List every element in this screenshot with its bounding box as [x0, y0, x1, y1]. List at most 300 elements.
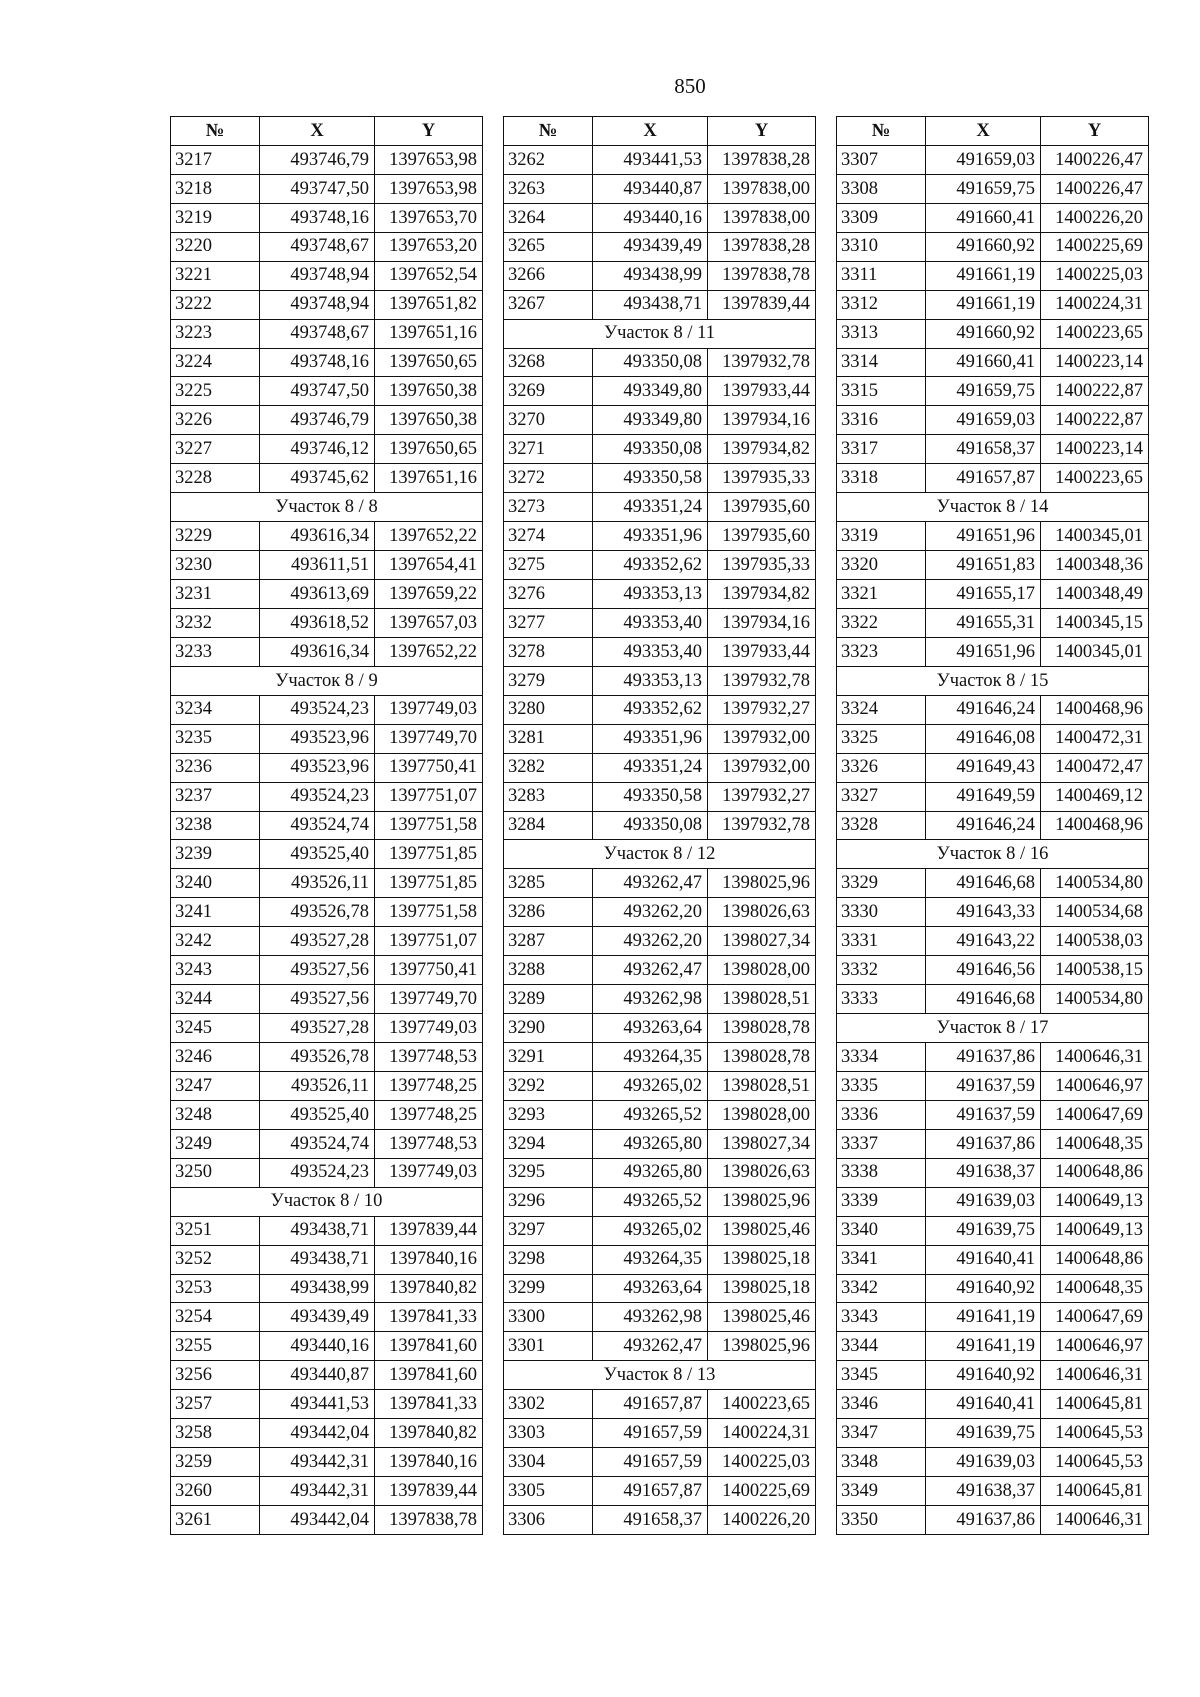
y-coordinate-cell: 1400534,68 — [1041, 898, 1149, 927]
y-coordinate-cell: 1397840,82 — [375, 1419, 483, 1448]
table-row — [171, 377, 483, 406]
section-title: Участок 8 / 11 — [504, 319, 816, 348]
y-coordinate-cell: 1397748,25 — [375, 1100, 483, 1129]
y-coordinate-cell: 1400645,81 — [1041, 1477, 1149, 1506]
table-row — [171, 232, 483, 261]
x-coordinate-cell: 493265,52 — [593, 1100, 708, 1129]
point-number-cell: 3236 — [171, 753, 260, 782]
point-number-cell: 3266 — [504, 261, 593, 290]
point-number-cell: 3226 — [171, 406, 260, 435]
x-coordinate-cell: 493351,24 — [593, 753, 708, 782]
header-number: № — [504, 117, 593, 146]
x-coordinate-cell: 493525,40 — [260, 1100, 375, 1129]
table-header-row — [837, 117, 1149, 146]
x-coordinate-cell: 493526,11 — [260, 869, 375, 898]
point-number-cell: 3280 — [504, 695, 593, 724]
y-coordinate-cell: 1397934,82 — [708, 435, 816, 464]
y-coordinate-cell: 1397841,60 — [375, 1361, 483, 1390]
x-coordinate-cell: 493745,62 — [260, 464, 375, 493]
table-row — [171, 580, 483, 609]
table-row — [171, 811, 483, 840]
x-coordinate-cell: 491637,59 — [926, 1100, 1041, 1129]
x-coordinate-cell: 493525,40 — [260, 840, 375, 869]
x-coordinate-cell: 491659,03 — [926, 406, 1041, 435]
point-number-cell: 3345 — [837, 1361, 926, 1390]
x-coordinate-cell: 491655,17 — [926, 580, 1041, 609]
table-row — [504, 666, 816, 695]
point-number-cell: 3272 — [504, 464, 593, 493]
point-number-cell: 3330 — [837, 898, 926, 927]
table-row — [171, 551, 483, 580]
table-row — [837, 1506, 1149, 1535]
table-row — [504, 1390, 816, 1419]
point-number-cell: 3290 — [504, 1014, 593, 1043]
point-number-cell: 3301 — [504, 1332, 593, 1361]
x-coordinate-cell: 493748,67 — [260, 232, 375, 261]
point-number-cell: 3271 — [504, 435, 593, 464]
x-coordinate-cell: 491659,03 — [926, 145, 1041, 174]
point-number-cell: 3295 — [504, 1158, 593, 1187]
point-number-cell: 3304 — [504, 1448, 593, 1477]
table-row — [504, 406, 816, 435]
table-row — [504, 145, 816, 174]
point-number-cell: 3339 — [837, 1187, 926, 1216]
table-row — [504, 203, 816, 232]
table-row — [171, 174, 483, 203]
y-coordinate-cell: 1398025,46 — [708, 1303, 816, 1332]
table-row — [504, 493, 816, 522]
section-row — [837, 666, 1149, 695]
x-coordinate-cell: 491649,59 — [926, 782, 1041, 811]
point-number-cell: 3350 — [837, 1506, 926, 1535]
y-coordinate-cell: 1400345,15 — [1041, 608, 1149, 637]
table-row — [837, 348, 1149, 377]
x-coordinate-cell: 493438,99 — [593, 261, 708, 290]
point-number-cell: 3306 — [504, 1506, 593, 1535]
x-coordinate-cell: 491657,87 — [593, 1390, 708, 1419]
table-row — [171, 637, 483, 666]
point-number-cell: 3235 — [171, 724, 260, 753]
y-coordinate-cell: 1397651,16 — [375, 319, 483, 348]
point-number-cell: 3227 — [171, 435, 260, 464]
table-row — [171, 348, 483, 377]
table-row — [171, 522, 483, 551]
y-coordinate-cell: 1397650,65 — [375, 348, 483, 377]
y-coordinate-cell: 1397935,60 — [708, 493, 816, 522]
y-coordinate-cell: 1397932,78 — [708, 811, 816, 840]
x-coordinate-cell: 493265,52 — [593, 1187, 708, 1216]
point-number-cell: 3291 — [504, 1043, 593, 1072]
table-row — [837, 1448, 1149, 1477]
point-number-cell: 3322 — [837, 608, 926, 637]
point-number-cell: 3338 — [837, 1158, 926, 1187]
x-coordinate-cell: 493618,52 — [260, 608, 375, 637]
point-number-cell: 3285 — [504, 869, 593, 898]
x-coordinate-cell: 493440,16 — [260, 1332, 375, 1361]
y-coordinate-cell: 1397932,00 — [708, 753, 816, 782]
y-coordinate-cell: 1400648,35 — [1041, 1274, 1149, 1303]
table-row — [171, 290, 483, 319]
y-coordinate-cell: 1397748,53 — [375, 1043, 483, 1072]
table-row — [171, 203, 483, 232]
point-number-cell: 3265 — [504, 232, 593, 261]
point-number-cell: 3238 — [171, 811, 260, 840]
section-title: Участок 8 / 9 — [171, 666, 483, 695]
table-row — [171, 1332, 483, 1361]
x-coordinate-cell: 493439,49 — [593, 232, 708, 261]
x-coordinate-cell: 493616,34 — [260, 637, 375, 666]
table-row — [837, 377, 1149, 406]
point-number-cell: 3218 — [171, 174, 260, 203]
x-coordinate-cell: 493349,80 — [593, 406, 708, 435]
table-row — [504, 1014, 816, 1043]
section-title: Участок 8 / 13 — [504, 1361, 816, 1390]
table-row — [171, 956, 483, 985]
x-coordinate-cell: 493265,02 — [593, 1216, 708, 1245]
y-coordinate-cell: 1400468,96 — [1041, 811, 1149, 840]
point-number-cell: 3254 — [171, 1303, 260, 1332]
coordinate-table-1 — [170, 116, 483, 1535]
section-title: Участок 8 / 12 — [504, 840, 816, 869]
point-number-cell: 3346 — [837, 1390, 926, 1419]
point-number-cell: 3331 — [837, 927, 926, 956]
x-coordinate-cell: 493264,35 — [593, 1043, 708, 1072]
x-coordinate-cell: 491646,56 — [926, 956, 1041, 985]
y-coordinate-cell: 1397932,78 — [708, 666, 816, 695]
y-coordinate-cell: 1400345,01 — [1041, 522, 1149, 551]
y-coordinate-cell: 1400538,03 — [1041, 927, 1149, 956]
x-coordinate-cell: 493350,58 — [593, 782, 708, 811]
table-row — [837, 1071, 1149, 1100]
x-coordinate-cell: 491661,19 — [926, 290, 1041, 319]
point-number-cell: 3221 — [171, 261, 260, 290]
point-number-cell: 3300 — [504, 1303, 593, 1332]
point-number-cell: 3234 — [171, 695, 260, 724]
x-coordinate-cell: 491658,37 — [593, 1506, 708, 1535]
y-coordinate-cell: 1397651,16 — [375, 464, 483, 493]
y-coordinate-cell: 1397751,58 — [375, 898, 483, 927]
point-number-cell: 3336 — [837, 1100, 926, 1129]
point-number-cell: 3233 — [171, 637, 260, 666]
point-number-cell: 3299 — [504, 1274, 593, 1303]
point-number-cell: 3344 — [837, 1332, 926, 1361]
table-row — [837, 695, 1149, 724]
x-coordinate-cell: 493265,80 — [593, 1158, 708, 1187]
y-coordinate-cell: 1397932,78 — [708, 348, 816, 377]
y-coordinate-cell: 1397841,33 — [375, 1390, 483, 1419]
section-row — [504, 319, 816, 348]
y-coordinate-cell: 1400646,31 — [1041, 1043, 1149, 1072]
table-row — [837, 580, 1149, 609]
point-number-cell: 3342 — [837, 1274, 926, 1303]
y-coordinate-cell: 1397650,38 — [375, 406, 483, 435]
point-number-cell: 3308 — [837, 174, 926, 203]
x-coordinate-cell: 493441,53 — [593, 145, 708, 174]
y-coordinate-cell: 1400223,65 — [1041, 464, 1149, 493]
y-coordinate-cell: 1397749,70 — [375, 724, 483, 753]
section-row — [837, 493, 1149, 522]
point-number-cell: 3319 — [837, 522, 926, 551]
x-coordinate-cell: 491657,87 — [593, 1477, 708, 1506]
table-row — [504, 956, 816, 985]
point-number-cell: 3246 — [171, 1043, 260, 1072]
x-coordinate-cell: 491658,37 — [926, 435, 1041, 464]
table-row — [837, 869, 1149, 898]
y-coordinate-cell: 1397659,22 — [375, 580, 483, 609]
y-coordinate-cell: 1400646,31 — [1041, 1361, 1149, 1390]
point-number-cell: 3287 — [504, 927, 593, 956]
y-coordinate-cell: 1397840,82 — [375, 1274, 483, 1303]
point-number-cell: 3297 — [504, 1216, 593, 1245]
y-coordinate-cell: 1400223,14 — [1041, 435, 1149, 464]
point-number-cell: 3333 — [837, 985, 926, 1014]
point-number-cell: 3239 — [171, 840, 260, 869]
table-row — [171, 1448, 483, 1477]
point-number-cell: 3240 — [171, 869, 260, 898]
x-coordinate-cell: 493613,69 — [260, 580, 375, 609]
point-number-cell: 3292 — [504, 1071, 593, 1100]
y-coordinate-cell: 1398025,96 — [708, 1332, 816, 1361]
y-coordinate-cell: 1397748,53 — [375, 1129, 483, 1158]
y-coordinate-cell: 1398025,18 — [708, 1274, 816, 1303]
table-row — [171, 927, 483, 956]
x-coordinate-cell: 493748,16 — [260, 203, 375, 232]
point-number-cell: 3321 — [837, 580, 926, 609]
x-coordinate-cell: 493442,04 — [260, 1506, 375, 1535]
table-row — [504, 1419, 816, 1448]
point-number-cell: 3262 — [504, 145, 593, 174]
x-coordinate-cell: 493262,47 — [593, 869, 708, 898]
y-coordinate-cell: 1397932,27 — [708, 695, 816, 724]
y-coordinate-cell: 1397751,58 — [375, 811, 483, 840]
x-coordinate-cell: 493526,78 — [260, 898, 375, 927]
point-number-cell: 3335 — [837, 1071, 926, 1100]
y-coordinate-cell: 1400223,65 — [1041, 319, 1149, 348]
point-number-cell: 3314 — [837, 348, 926, 377]
table-row — [504, 551, 816, 580]
table-row — [171, 1158, 483, 1187]
y-coordinate-cell: 1398026,63 — [708, 898, 816, 927]
point-number-cell: 3252 — [171, 1245, 260, 1274]
point-number-cell: 3224 — [171, 348, 260, 377]
table-row — [504, 1071, 816, 1100]
x-coordinate-cell: 491655,31 — [926, 608, 1041, 637]
y-coordinate-cell: 1398028,00 — [708, 1100, 816, 1129]
point-number-cell: 3244 — [171, 985, 260, 1014]
y-coordinate-cell: 1397653,98 — [375, 174, 483, 203]
x-coordinate-cell: 493524,23 — [260, 695, 375, 724]
x-coordinate-cell: 491640,92 — [926, 1274, 1041, 1303]
y-coordinate-cell: 1397653,70 — [375, 203, 483, 232]
point-number-cell: 3317 — [837, 435, 926, 464]
x-coordinate-cell: 493527,56 — [260, 985, 375, 1014]
x-coordinate-cell: 493263,64 — [593, 1274, 708, 1303]
point-number-cell: 3274 — [504, 522, 593, 551]
section-row — [504, 840, 816, 869]
table-row — [504, 1332, 816, 1361]
y-coordinate-cell: 1400348,36 — [1041, 551, 1149, 580]
x-coordinate-cell: 493351,96 — [593, 522, 708, 551]
x-coordinate-cell: 491651,96 — [926, 522, 1041, 551]
section-row — [837, 1014, 1149, 1043]
y-coordinate-cell: 1400226,47 — [1041, 145, 1149, 174]
y-coordinate-cell: 1397840,16 — [375, 1245, 483, 1274]
table-row — [504, 377, 816, 406]
section-row — [171, 666, 483, 695]
point-number-cell: 3312 — [837, 290, 926, 319]
point-number-cell: 3228 — [171, 464, 260, 493]
y-coordinate-cell: 1397838,00 — [708, 203, 816, 232]
x-coordinate-cell: 493524,74 — [260, 1129, 375, 1158]
y-coordinate-cell: 1397838,28 — [708, 145, 816, 174]
table-row — [504, 232, 816, 261]
x-coordinate-cell: 493265,80 — [593, 1129, 708, 1158]
table-row — [171, 435, 483, 464]
y-coordinate-cell: 1400648,86 — [1041, 1158, 1149, 1187]
y-coordinate-cell: 1400645,53 — [1041, 1419, 1149, 1448]
y-coordinate-cell: 1397748,25 — [375, 1071, 483, 1100]
x-coordinate-cell: 493264,35 — [593, 1245, 708, 1274]
y-coordinate-cell: 1400646,97 — [1041, 1332, 1149, 1361]
y-coordinate-cell: 1397653,20 — [375, 232, 483, 261]
x-coordinate-cell: 491641,19 — [926, 1303, 1041, 1332]
table-row — [504, 608, 816, 637]
table-row — [504, 869, 816, 898]
table-row — [171, 1477, 483, 1506]
x-coordinate-cell: 493350,08 — [593, 348, 708, 377]
x-coordinate-cell: 493527,28 — [260, 927, 375, 956]
x-coordinate-cell: 493439,49 — [260, 1303, 375, 1332]
x-coordinate-cell: 493353,13 — [593, 666, 708, 695]
x-coordinate-cell: 493746,79 — [260, 145, 375, 174]
point-number-cell: 3328 — [837, 811, 926, 840]
table-row — [171, 1216, 483, 1245]
point-number-cell: 3302 — [504, 1390, 593, 1419]
table-row — [171, 1506, 483, 1535]
point-number-cell: 3225 — [171, 377, 260, 406]
x-coordinate-cell: 491638,37 — [926, 1477, 1041, 1506]
table-row — [504, 1506, 816, 1535]
section-row — [171, 493, 483, 522]
point-number-cell: 3276 — [504, 580, 593, 609]
point-number-cell: 3281 — [504, 724, 593, 753]
x-coordinate-cell: 493438,71 — [260, 1245, 375, 1274]
y-coordinate-cell: 1397751,07 — [375, 782, 483, 811]
y-coordinate-cell: 1397838,78 — [708, 261, 816, 290]
table-row — [837, 203, 1149, 232]
table-row — [504, 811, 816, 840]
coordinate-table-2 — [503, 116, 816, 1535]
y-coordinate-cell: 1397841,60 — [375, 1332, 483, 1361]
table-row — [504, 1158, 816, 1187]
table-row — [837, 1187, 1149, 1216]
table-row — [504, 348, 816, 377]
table-row — [171, 1419, 483, 1448]
x-coordinate-cell: 493524,23 — [260, 1158, 375, 1187]
table-row — [171, 898, 483, 927]
table-row — [837, 1216, 1149, 1245]
table-row — [171, 406, 483, 435]
y-coordinate-cell: 1400534,80 — [1041, 985, 1149, 1014]
table-row — [504, 522, 816, 551]
table-row — [171, 695, 483, 724]
table-row — [837, 290, 1149, 319]
x-coordinate-cell: 493262,98 — [593, 1303, 708, 1332]
table-row — [504, 1100, 816, 1129]
point-number-cell: 3313 — [837, 319, 926, 348]
table-row — [171, 261, 483, 290]
point-number-cell: 3267 — [504, 290, 593, 319]
table-row — [837, 1419, 1149, 1448]
y-coordinate-cell: 1397651,82 — [375, 290, 483, 319]
x-coordinate-cell: 493527,56 — [260, 956, 375, 985]
y-coordinate-cell: 1397935,33 — [708, 464, 816, 493]
y-coordinate-cell: 1398025,96 — [708, 1187, 816, 1216]
point-number-cell: 3279 — [504, 666, 593, 695]
x-coordinate-cell: 491638,37 — [926, 1158, 1041, 1187]
table-row — [504, 724, 816, 753]
x-coordinate-cell: 493526,78 — [260, 1043, 375, 1072]
x-coordinate-cell: 493352,62 — [593, 695, 708, 724]
y-coordinate-cell: 1398028,78 — [708, 1014, 816, 1043]
x-coordinate-cell: 493262,20 — [593, 898, 708, 927]
y-coordinate-cell: 1397840,16 — [375, 1448, 483, 1477]
table-row — [837, 811, 1149, 840]
x-coordinate-cell: 491646,68 — [926, 869, 1041, 898]
y-coordinate-cell: 1397841,33 — [375, 1303, 483, 1332]
point-number-cell: 3282 — [504, 753, 593, 782]
table-row — [837, 1043, 1149, 1072]
y-coordinate-cell: 1400538,15 — [1041, 956, 1149, 985]
x-coordinate-cell: 493440,87 — [260, 1361, 375, 1390]
x-coordinate-cell: 493747,50 — [260, 377, 375, 406]
header-y: Y — [708, 117, 816, 146]
table-row — [171, 608, 483, 637]
x-coordinate-cell: 491640,41 — [926, 1390, 1041, 1419]
point-number-cell: 3305 — [504, 1477, 593, 1506]
y-coordinate-cell: 1400223,65 — [708, 1390, 816, 1419]
y-coordinate-cell: 1400222,87 — [1041, 377, 1149, 406]
x-coordinate-cell: 491637,86 — [926, 1506, 1041, 1535]
table-row — [504, 1216, 816, 1245]
x-coordinate-cell: 493748,67 — [260, 319, 375, 348]
x-coordinate-cell: 491659,75 — [926, 377, 1041, 406]
point-number-cell: 3247 — [171, 1071, 260, 1100]
y-coordinate-cell: 1397652,22 — [375, 522, 483, 551]
table-row — [837, 522, 1149, 551]
point-number-cell: 3229 — [171, 522, 260, 551]
section-title: Участок 8 / 8 — [171, 493, 483, 522]
table-row — [837, 1332, 1149, 1361]
y-coordinate-cell: 1400648,35 — [1041, 1129, 1149, 1158]
table-row — [171, 464, 483, 493]
table-row — [504, 1245, 816, 1274]
point-number-cell: 3349 — [837, 1477, 926, 1506]
table-row — [837, 927, 1149, 956]
y-coordinate-cell: 1400472,31 — [1041, 724, 1149, 753]
table-row — [837, 1303, 1149, 1332]
x-coordinate-cell: 491660,41 — [926, 348, 1041, 377]
point-number-cell: 3256 — [171, 1361, 260, 1390]
table-row — [504, 1448, 816, 1477]
y-coordinate-cell: 1400345,01 — [1041, 637, 1149, 666]
x-coordinate-cell: 491639,75 — [926, 1216, 1041, 1245]
table-row — [504, 898, 816, 927]
y-coordinate-cell: 1397932,27 — [708, 782, 816, 811]
table-row — [837, 956, 1149, 985]
y-coordinate-cell: 1397652,54 — [375, 261, 483, 290]
x-coordinate-cell: 491643,33 — [926, 898, 1041, 927]
